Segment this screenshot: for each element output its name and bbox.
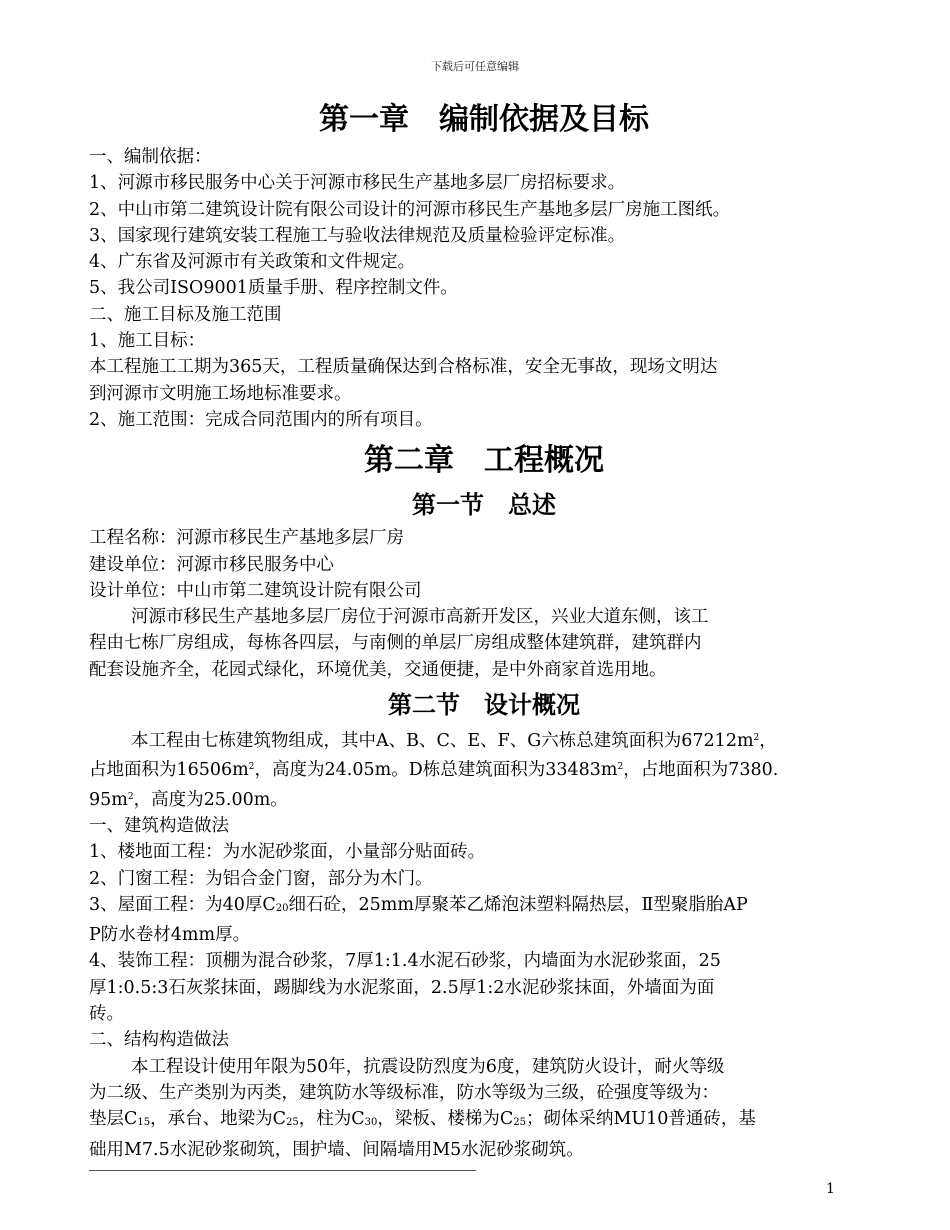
- design-intro-line: 本工程由七栋建筑物组成，其中A、B、C、E、F、G六栋总建筑面积为$67212m^2$，: [131, 731, 777, 752]
- struct-title: 二、结构构造做法: [89, 1030, 229, 1051]
- ch1-line: 5、我公司ISO9001质量手册、程序控制文件。: [89, 278, 458, 299]
- arch-item: 4、装饰工程：顶棚为混合砂浆，7厚1:1.4水泥石砂浆，内墙面为水泥砂浆面，25: [89, 951, 721, 972]
- project-info-line: 设计单位：中山市第二建筑设计院有限公司: [89, 580, 422, 601]
- project-info-line: 工程名称：河源市移民生产基地多层厂房: [89, 528, 404, 549]
- ch1-line: 一、编制依据：: [89, 147, 212, 167]
- chapter-2-title: 第二章 工程概况: [364, 443, 604, 479]
- chapter-1-title: 第一章 编制依据及目标: [319, 102, 649, 137]
- ch1-line: 到河源市文明施工场地标准要求。: [89, 383, 352, 404]
- section-2-title: 第二节 设计概况: [388, 691, 580, 720]
- overview-paragraph-line: 配套设施齐全，花园式绿化，环境优美，交通便捷，是中外商家首选用地。: [89, 659, 667, 680]
- arch-item: 3、屋面工程：为40厚$C_{20}$细石砼，25mm厚聚苯乙烯泡沫塑料隔热层，Ⅱ型聚脂胎AP: [89, 894, 748, 915]
- arch-item: P防水卷材4mm厚。: [89, 925, 251, 946]
- document-body: [89, 96, 879, 1163]
- page-header: 下载后可任意编辑: [431, 60, 519, 73]
- ch1-line: 4、广东省及河源市有关政策和文件规定。: [89, 252, 416, 273]
- arch-item: 厚1:0.5:3石灰浆抹面，踢脚线为水泥浆面，2.5厚1:2水泥砂浆抹面，外墙面为面: [89, 977, 715, 998]
- overview-paragraph-line: 程由七栋厂房组成，每栋各四层，与南侧的单层厂房组成整体建筑群，建筑群内: [89, 633, 702, 654]
- ch1-line: 2、中山市第二建筑设计院有限公司设计的河源市移民生产基地多层厂房施工图纸。: [89, 199, 731, 220]
- arch-item: 2、门窗工程：为铝合金门窗，部分为木门。: [89, 868, 433, 889]
- design-intro-line: 占地面积为$16506m^2$，高度为24.05m。D栋总建筑面积为$33483m^2$，占地面积为7380.: [89, 760, 779, 781]
- arch-item: 1、楼地面工程：为水泥砂浆面，小量部分贴面砖。: [89, 842, 486, 863]
- struct-line: 为二级、生产类别为丙类，建筑防水等级标准，防水等级为三级，砼强度等级为：: [89, 1082, 719, 1103]
- overview-paragraph-line: 河源市移民生产基地多层厂房位于河源市高新开发区，兴业大道东侧，该工: [131, 607, 709, 628]
- struct-line: 本工程设计使用年限为50年，抗震设防烈度为6度，建筑防火设计，耐火等级: [131, 1056, 725, 1077]
- footer-divider: [89, 1170, 476, 1171]
- struct-line: 垫层$C_{15}$，承台、地梁为$C_{25}$，柱为$C_{30}$，梁板、楼梯为$C_{25}$；砌体采纳MU10普通砖，基: [89, 1109, 756, 1130]
- ch1-line: 二、施工目标及施工范围: [89, 304, 282, 325]
- ch1-line: 2、施工范围：完成合同范围内的所有项目。: [89, 409, 433, 430]
- section-1-title: 第一节 总述: [412, 491, 556, 520]
- struct-line: 础用M7.5水泥砂浆砌筑，围护墙、间隔墙用M5水泥砂浆砌筑。: [89, 1139, 584, 1160]
- ch1-line: 1、施工目标：: [89, 331, 206, 352]
- design-intro-line: $95m^2$，高度为25.00m。: [89, 789, 288, 810]
- page-number: 1: [826, 1181, 835, 1197]
- arch-title: 一、建筑构造做法: [89, 815, 229, 836]
- arch-item: 砖。: [89, 1004, 124, 1025]
- ch1-line: 3、国家现行建筑安装工程施工与验收法律规范及质量检验评定标准。: [89, 225, 626, 246]
- ch1-line: 本工程施工工期为365天，工程质量确保达到合格标准，安全无事故，现场文明达: [89, 357, 718, 378]
- project-info-line: 建设单位：河源市移民服务中心: [89, 554, 334, 575]
- ch1-line: 1、河源市移民服务中心关于河源市移民生产基地多层厂房招标要求。: [89, 173, 626, 194]
